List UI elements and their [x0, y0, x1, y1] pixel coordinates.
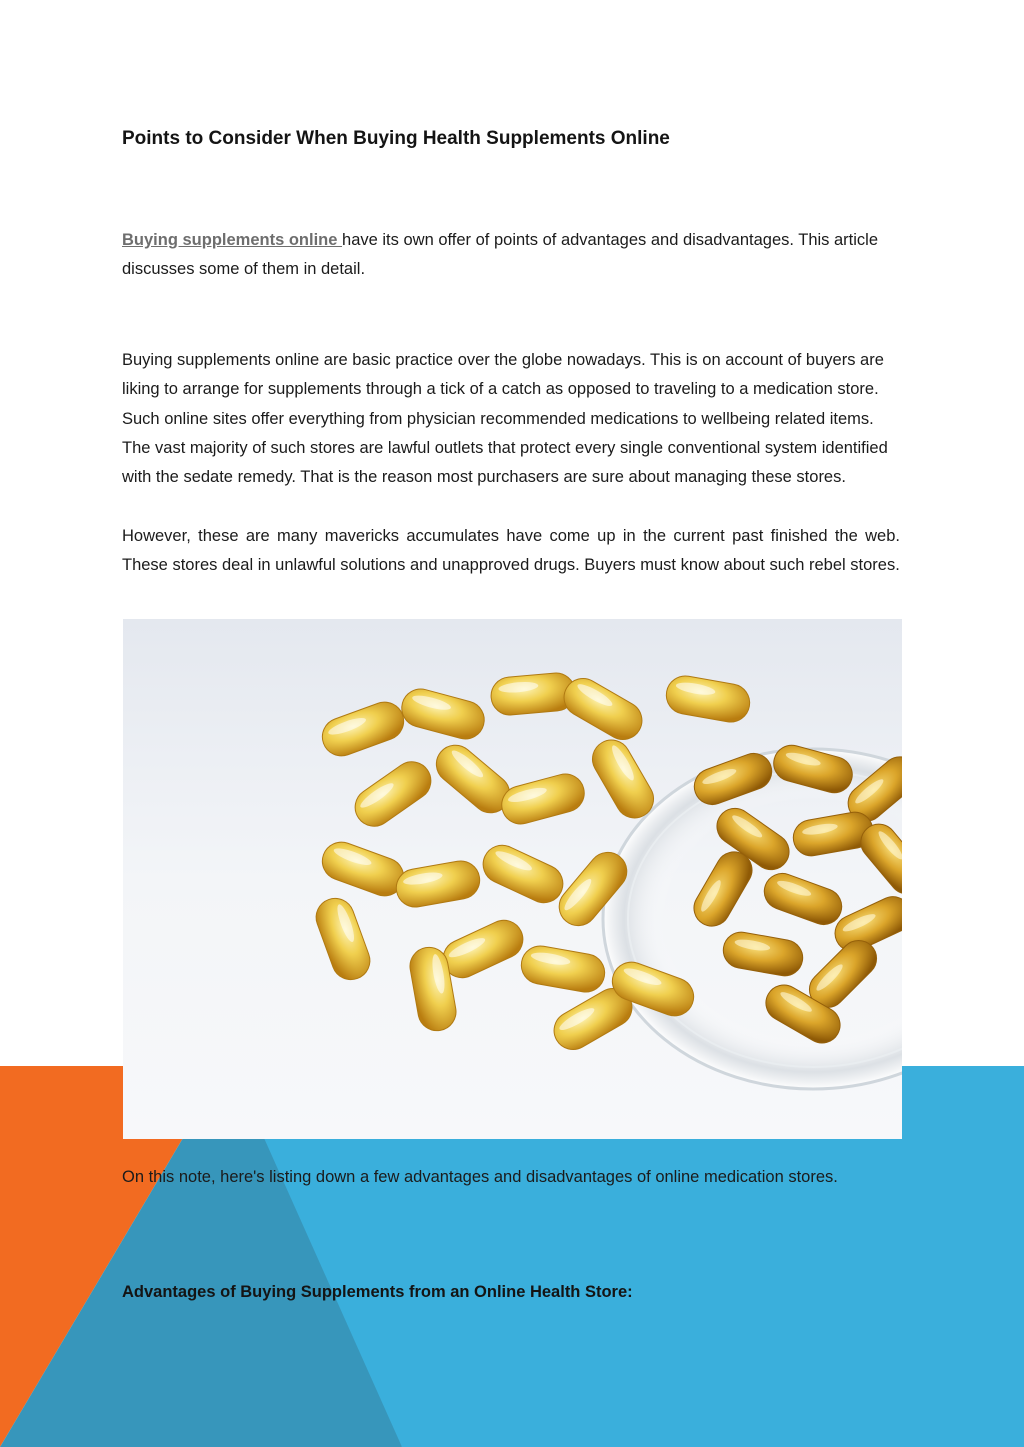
- body-paragraph-2: However, these are many mavericks accumulates have come up in the current past finished the web. These stores deal in unlawful solutions and unapproved drugs. Buyers must know about such rebel stores.: [122, 527, 900, 575]
- note-paragraph: On this note, here's listing down a few advantages and disadvantages of online medication stores.: [122, 1168, 838, 1186]
- intro-paragraph: [122, 226, 900, 285]
- buying-supplements-link[interactable]: Buying supplements online: [122, 231, 343, 249]
- page-title: Points to Consider When Buying Health Supplements Online: [122, 128, 670, 149]
- capsules-photo: [123, 619, 902, 1139]
- advantages-heading: Advantages of Buying Supplements from an Online Health Store:: [122, 1283, 633, 1301]
- capsules-illustration: [123, 619, 902, 1139]
- intro-text: have its own offer of points of advantages and disadvantages. This article discusses some of them in detail.: [122, 231, 879, 279]
- body-paragraph-1: Buying supplements online are basic practice over the globe nowadays. This is on account of buyers are liking to arrange for supplements through a tick of a catch as opposed to traveling to a medication store. Such online sites offer everything from physician recommended medications to wellbeing related items. The vast majority of such stores are lawful outlets that protect every single conventional system identified with the sedate remedy. That is the reason most purchasers are sure about managing these stores.: [122, 351, 888, 487]
